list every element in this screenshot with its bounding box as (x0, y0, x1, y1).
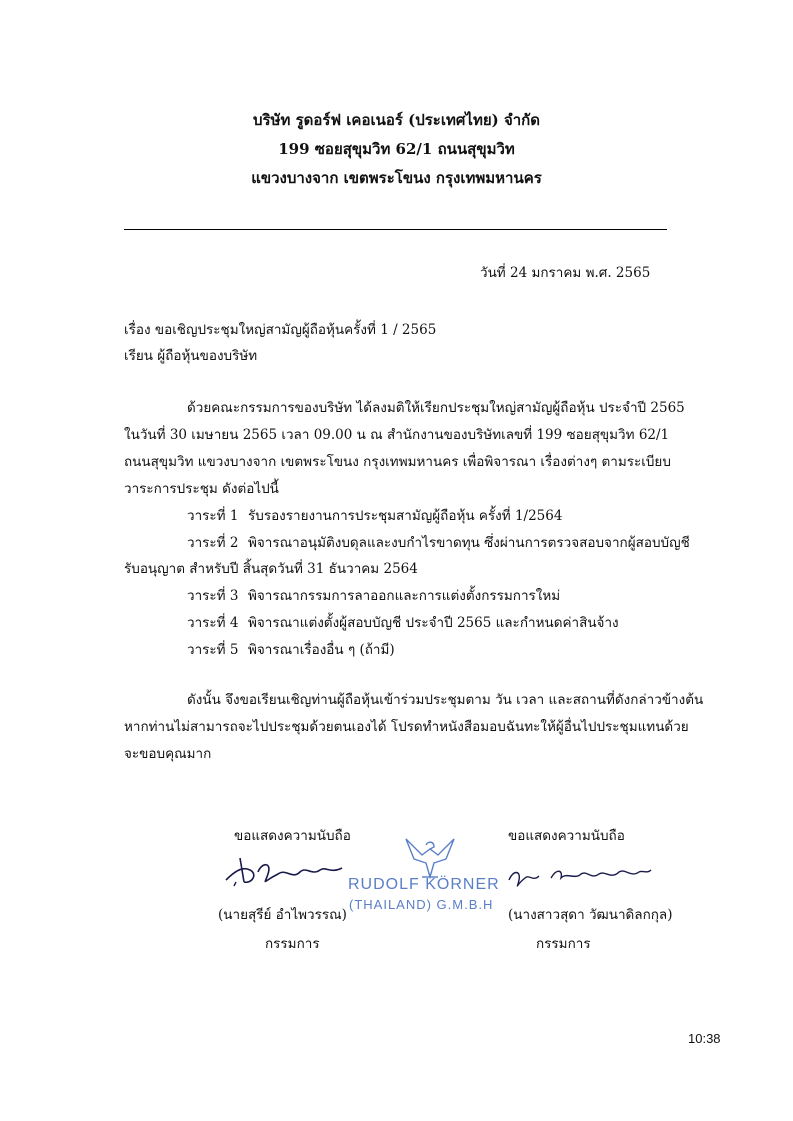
closing-line-1: ดังนั้น จึงขอเรียนเชิญท่านผู้ถือหุ้นเข้าร่วมประชุมตาม วัน เวลา และสถานที่ดังกล่าวข้างต้น (187, 692, 704, 708)
closing-line-3: จะขอบคุณมาก (124, 746, 212, 762)
signature-2-name: (นางสาวสุดา วัฒนาดิลกกุล) (508, 907, 673, 923)
agenda-text-3: พิจารณากรรมการลาออกและการแต่งตั้งกรรมการใหม่ (248, 588, 561, 604)
agenda-text-2-continued: รับอนุญาต สำหรับปี สิ้นสุดวันที่ 31 ธันวาคม 2564 (124, 561, 418, 577)
agenda-label-3: วาระที่ 3 (187, 588, 239, 604)
stamp-line-1: RUDOLF KÖRNER (348, 876, 500, 893)
signature-1-title: กรรมการ (265, 936, 320, 952)
signature-1-name: (นายสุรีย์ อำไพวรรณ) (218, 907, 347, 923)
closing-line-2: หากท่านไม่สามารถจะไปประชุมด้วยตนเองได้ โปรดทำหนังสือมอบฉันทะให้ผู้อื่นไปประชุมแทนด้วย (124, 719, 689, 735)
agenda-label-4: วาระที่ 4 (187, 615, 239, 631)
letter-date: วันที่ 24 มกราคม พ.ศ. 2565 (480, 265, 651, 281)
agenda-label-5: วาระที่ 5 (187, 642, 239, 658)
letterhead (0, 106, 793, 193)
agenda-label-2: วาระที่ 2 (187, 535, 239, 551)
header-divider (124, 229, 667, 230)
stamp-line-2: (THAILAND) G.M.B.H (349, 897, 494, 912)
company-stamp (345, 833, 505, 923)
intro-line-3: ถนนสุขุมวิท แขวงบางจาก เขตพระโขนง กรุงเทพมหานคร เพื่อพิจารณา เรื่องต่างๆ ตามระเบียบ (124, 454, 671, 470)
agenda-text-1: รับรองรายงานการประชุมสามัญผู้ถือหุ้น ครั้งที่ 1/2564 (248, 508, 563, 524)
agenda-text-4: พิจารณาแต่งตั้งผู้สอบบัญชี ประจำปี 2565 และกำหนดค่าสินจ้าง (248, 615, 619, 631)
signature-2-regards: ขอแสดงความนับถือ (508, 828, 625, 844)
agenda-text-5: พิจารณาเรื่องอื่น ๆ (ถ้ามี) (248, 642, 395, 658)
timestamp: 10:38 (688, 1031, 721, 1046)
agenda-label-1: วาระที่ 1 (187, 508, 239, 524)
company-address-line2: แขวงบางจาก เขตพระโขนง กรุงเทพมหานคร (251, 169, 542, 187)
intro-line-2: ในวันที่ 30 เมษายน 2565 เวลา 09.00 น ณ สำนักงานของบริษัทเลขที่ 199 ซอยสุขุมวิท 62/1 (124, 427, 670, 443)
eagle-logo-icon (400, 833, 460, 881)
agenda-text-2: พิจารณาอนุมัติงบดุลและงบกำไรขาดทุน ซึ่งผ่านการตรวจสอบจากผู้สอบบัญชี (248, 535, 690, 551)
intro-line-1: ด้วยคณะกรรมการของบริษัท ได้ลงมติให้เรียกประชุมใหญ่สามัญผู้ถือหุ้น ประจำปี 2565 (187, 400, 685, 416)
signature-2-title: กรรมการ (536, 936, 591, 952)
intro-line-4: วาระการประชุม ดังต่อไปนี้ (124, 481, 279, 497)
letter-subject: เรื่อง ขอเชิญประชุมใหญ่สามัญผู้ถือหุ้นครั้งที่ 1 / 2565 (124, 322, 437, 338)
signature-2-handwritten (505, 860, 655, 894)
signature-1-handwritten (222, 852, 352, 892)
letter-recipient: เรียน ผู้ถือหุ้นของบริษัท (124, 348, 258, 364)
company-address-line1: 199 ซอยสุขุมวิท 62/1 ถนนสุขุมวิท (278, 140, 515, 158)
signature-1-regards: ขอแสดงความนับถือ (234, 828, 351, 844)
company-name: บริษัท รูดอร์ฟ เคอเนอร์ (ประเทศไทย) จำกัด (253, 111, 540, 129)
